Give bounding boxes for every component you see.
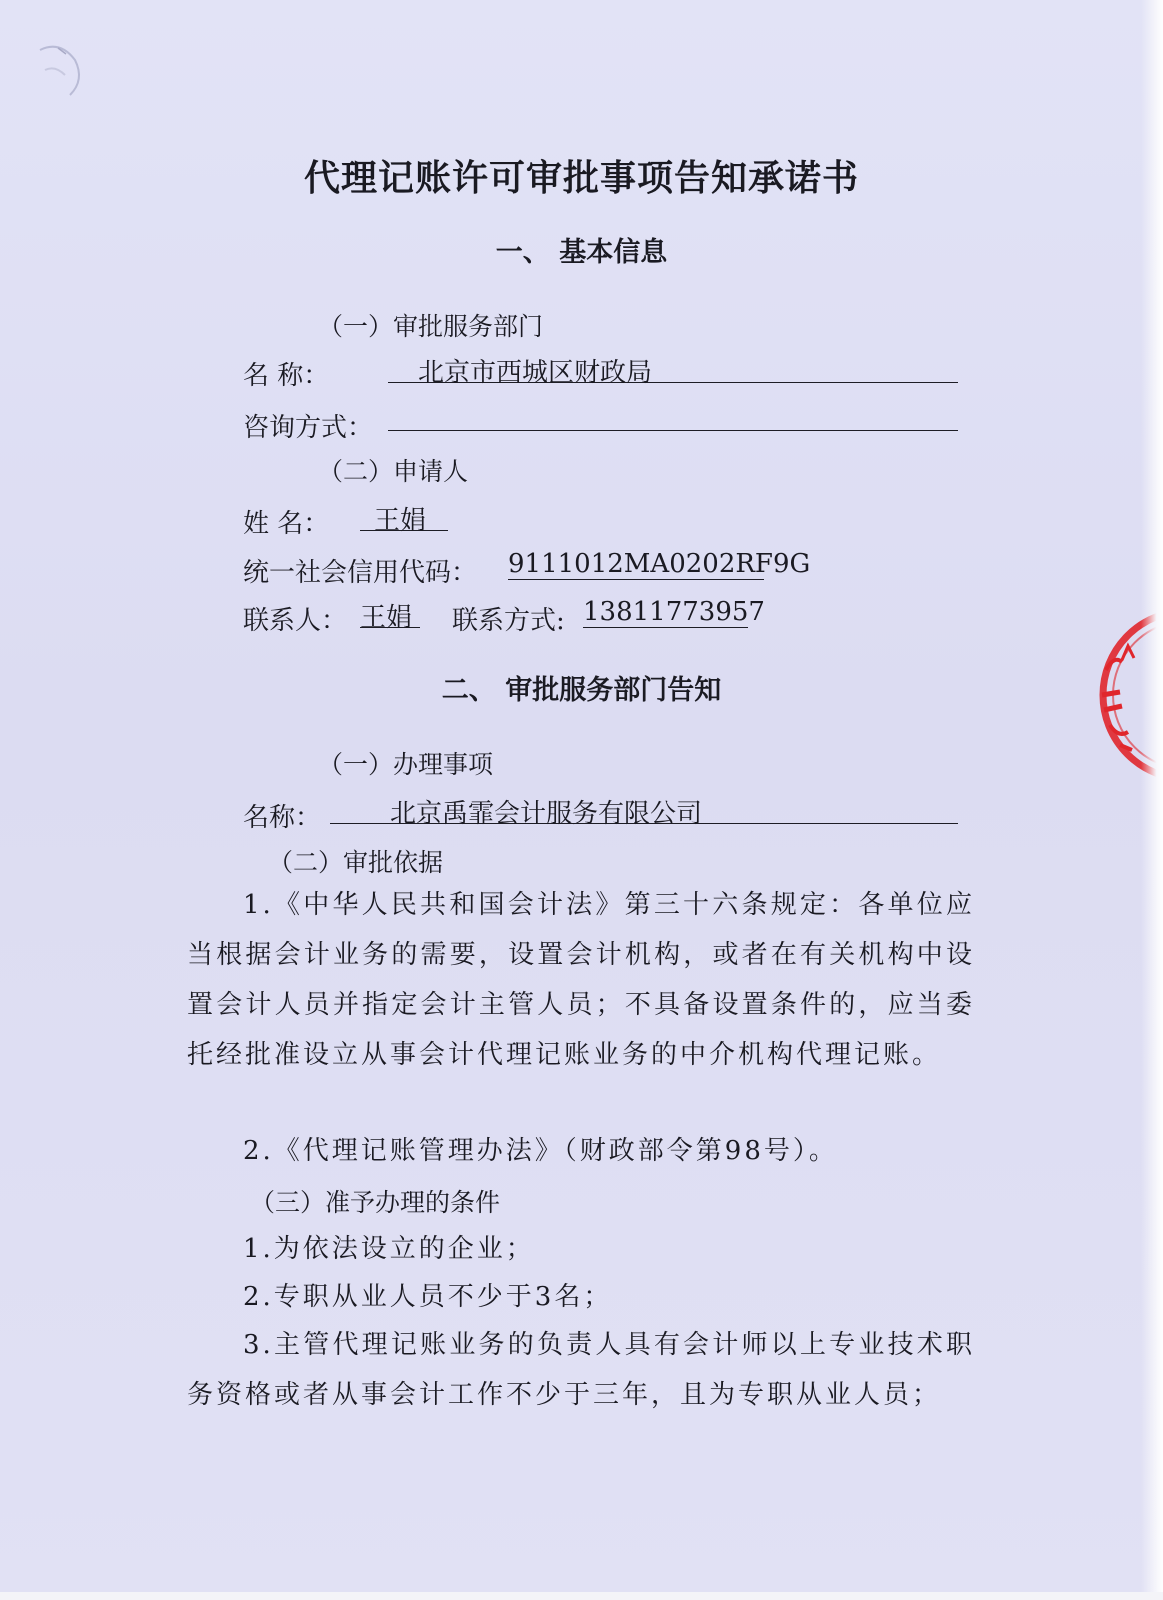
matter-name-value: 北京禹霏会计服务有限公司 <box>390 799 703 829</box>
contact-method-value: 13811773957 <box>583 597 765 627</box>
applicant-heading: （二）申请人 <box>318 457 469 486</box>
dept-name-label: 名 称： <box>243 361 330 391</box>
contact-person-value: 王娟 <box>360 603 413 633</box>
matter-name-field <box>330 793 958 829</box>
basis-heading: （二）审批依据 <box>268 848 444 877</box>
condition-item-2: 2.专职从业人员不少于3名； <box>243 1282 613 1312</box>
dept-contact-label: 咨询方式： <box>243 413 374 443</box>
conditions-heading: （三）准予办理的条件 <box>250 1188 501 1217</box>
dept-name-value: 北京市西城区财政局 <box>418 358 653 388</box>
dept-contact-field <box>388 400 958 431</box>
credit-code-value: 9111012MA0202RF9G <box>508 549 811 579</box>
dept-heading: （一）审批服务部门 <box>318 312 544 341</box>
contact-method-field <box>583 597 765 628</box>
contact-person-label: 联系人： <box>243 606 348 636</box>
matter-heading: （一）办理事项 <box>318 750 494 779</box>
applicant-name-label: 姓 名： <box>243 509 330 539</box>
paper-crease-mark <box>30 30 110 110</box>
basis-item-1: 1.《中华人民共和国会计法》第三十六条规定：各单位应当根据会计业务的需要，设置会计机构，或者在有关机构中设置会计人员并指定会计主管人员；不具备设置条件的，应当委托经批准设立从事会计代理记账业务的中介机构代理记账。 <box>187 890 975 1070</box>
section-notice-heading: 二、 审批服务部门告知 <box>441 675 722 706</box>
credit-code-field <box>508 549 811 580</box>
credit-code-label: 统一社会信用代码： <box>243 558 478 588</box>
applicant-name-value: 王娟 <box>374 506 427 536</box>
basis-item-2: 2.《代理记账管理办法》（财政部令第98号）。 <box>243 1136 838 1166</box>
matter-name-label: 名称： <box>243 803 322 833</box>
condition-item-3: 3.主管代理记账业务的负责人具有会计师以上专业技术职务资格或者从事会计工作不少于三年，且为专职从业人员； <box>187 1330 975 1410</box>
contact-method-label: 联系方式: <box>452 606 565 636</box>
condition-item-1: 1.为依法设立的企业； <box>243 1234 535 1264</box>
section-basic-info-heading: 一、 基本信息 <box>495 237 668 268</box>
applicant-name-field <box>360 500 448 536</box>
document-title: 代理记账许可审批事项告知承诺书 <box>303 158 859 199</box>
dept-name-field <box>388 352 958 388</box>
paper-right-edge <box>1141 0 1163 1600</box>
contact-person-field <box>360 597 420 633</box>
paper-bottom-edge <box>0 1592 1163 1600</box>
